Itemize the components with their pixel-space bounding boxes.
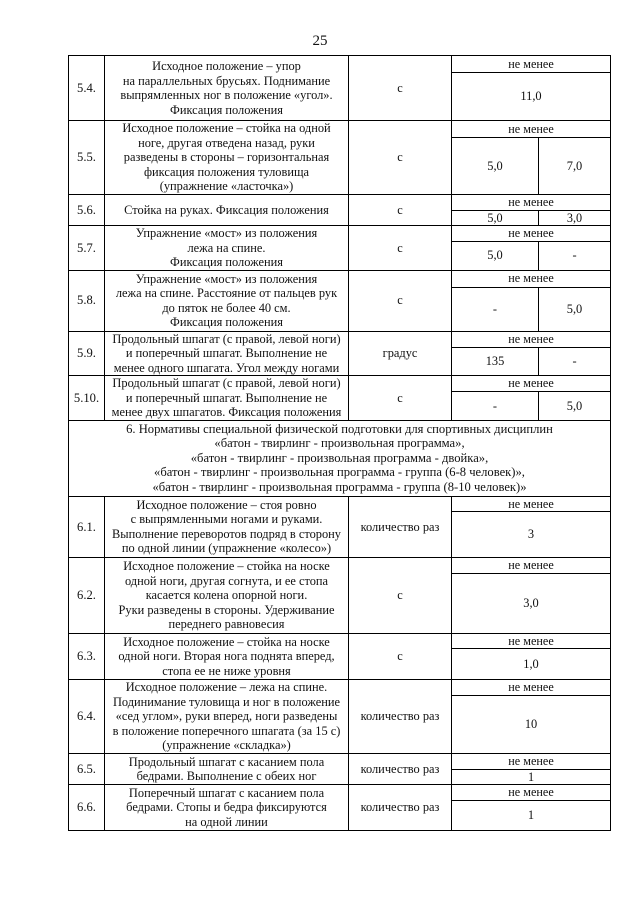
table-row: [69, 226, 611, 242]
row-number: 5.8.: [69, 270, 105, 331]
value-cell: 5,0: [539, 392, 611, 420]
exercise-description: Исходное положение – стойка на носке одной ноги, другая согнута, и ее стопа касается колена опорной ноги. Руки разведены в стороны. Удерживание переднего равновесия: [105, 558, 349, 634]
table-row: [69, 331, 611, 348]
table-row: [69, 270, 611, 287]
minimum-header: не менее: [452, 376, 611, 392]
value-cell: -: [539, 241, 611, 270]
unit-cell: с: [349, 56, 452, 121]
value-cell: 3,0: [452, 573, 611, 633]
table-row: [69, 754, 611, 770]
table-row: [69, 633, 611, 649]
standards-table: [68, 55, 611, 831]
table-row: [69, 376, 611, 392]
minimum-header: не менее: [452, 785, 611, 801]
row-number: 6.3.: [69, 633, 105, 680]
minimum-header: не менее: [452, 331, 611, 348]
exercise-description: Исходное положение – упор на параллельных брусьях. Поднимание выпрямленных ног в положение «угол». Фиксация положения: [105, 56, 349, 121]
unit-cell: градус: [349, 331, 452, 376]
minimum-header: не менее: [452, 226, 611, 242]
row-number: 6.2.: [69, 558, 105, 634]
minimum-header: не менее: [452, 195, 611, 211]
exercise-description: Исходное положение – стоя ровно с выпрямленными ногами и руками. Выполнение переворотов подряд в сторону по одной линии (упражнение «колесо»): [105, 496, 349, 558]
unit-cell: количество раз: [349, 680, 452, 754]
exercise-description: Продольный шпагат (с правой, левой ноги) и поперечный шпагат. Выполнение не менее одного шпагата. Угол между ногами: [105, 331, 349, 376]
row-number: 5.10.: [69, 376, 105, 421]
unit-cell: с: [349, 376, 452, 421]
row-number: 5.7.: [69, 226, 105, 271]
value-cell: 1: [452, 769, 611, 785]
minimum-header: не менее: [452, 558, 611, 574]
row-number: 5.5.: [69, 121, 105, 195]
section-heading-row: [69, 420, 611, 496]
value-cell: 5,0: [452, 210, 539, 226]
exercise-description: Упражнение «мост» из положения лежа на спине. Фиксация положения: [105, 226, 349, 271]
value-cell: 1: [452, 800, 611, 830]
unit-cell: с: [349, 121, 452, 195]
row-number: 5.4.: [69, 56, 105, 121]
value-cell: -: [452, 392, 539, 420]
row-number: 5.6.: [69, 195, 105, 226]
value-cell: 5,0: [452, 241, 539, 270]
page-number: 25: [312, 33, 328, 49]
value-cell: -: [539, 348, 611, 376]
table-row: [69, 558, 611, 574]
exercise-description: Упражнение «мост» из положения лежа на спине. Расстояние от пальцев рук до пяток не более 40 см. Фиксация положения: [105, 270, 349, 331]
value-cell: -: [452, 287, 539, 331]
minimum-header: не менее: [452, 754, 611, 770]
unit-cell: с: [349, 633, 452, 680]
unit-cell: с: [349, 558, 452, 634]
table-row: [69, 785, 611, 801]
value-cell: 10: [452, 696, 611, 754]
unit-cell: количество раз: [349, 785, 452, 831]
minimum-header: не менее: [452, 633, 611, 649]
table-row: [69, 496, 611, 512]
unit-cell: количество раз: [349, 754, 452, 785]
exercise-description: Исходное положение – стойка на носке одной ноги. Вторая нога поднята вперед, стопа ее не ниже уровня: [105, 633, 349, 680]
minimum-header: не менее: [452, 680, 611, 696]
value-cell: 11,0: [452, 73, 611, 121]
minimum-header: не менее: [452, 496, 611, 512]
exercise-description: Исходное положение – лежа на спине. Подинимание туловища и ног в положение «сед углом», руки вперед, ноги разведены в положение поперечного шпагата (за 15 с) (упражнение «складка»): [105, 680, 349, 754]
minimum-header: не менее: [452, 270, 611, 287]
value-cell: 1,0: [452, 649, 611, 680]
row-number: 6.5.: [69, 754, 105, 785]
exercise-description: Поперечный шпагат с касанием пола бедрами. Стопы и бедра фиксируются на одной линии: [105, 785, 349, 831]
exercise-description: Продольный шпагат (с правой, левой ноги) и поперечный шпагат. Выполнение не менее двух шпагатов. Фиксация положения: [105, 376, 349, 421]
value-cell: 5,0: [539, 287, 611, 331]
minimum-header: не менее: [452, 121, 611, 138]
exercise-description: Продольный шпагат с касанием пола бедрами. Выполнение с обеих ног: [105, 754, 349, 785]
row-number: 6.4.: [69, 680, 105, 754]
unit-cell: с: [349, 226, 452, 271]
exercise-description: Стойка на руках. Фиксация положения: [105, 195, 349, 226]
value-cell: 3: [452, 512, 611, 558]
row-number: 5.9.: [69, 331, 105, 376]
value-cell: 135: [452, 348, 539, 376]
section-6-title: 6. Нормативы специальной физической подготовки для спортивных дисциплин «батон - твирлинг - произвольная программа», «батон - твирлинг - произвольная программа - двойка», «батон - твирлинг - произвольная программа - группа (6-8 человек)», «батон - твирлинг - произвольная программа - группа (8-10 человек)»: [69, 420, 611, 496]
table-row: [69, 56, 611, 73]
unit-cell: с: [349, 270, 452, 331]
row-number: 6.1.: [69, 496, 105, 558]
table-row: [69, 121, 611, 138]
minimum-header: не менее: [452, 56, 611, 73]
value-cell: 3,0: [539, 210, 611, 226]
exercise-description: Исходное положение – стойка на одной ноге, другая отведена назад, руки разведены в стороны – горизонтальная фиксация положения туловища (упражнение «ласточка»): [105, 121, 349, 195]
value-cell: 5,0: [452, 138, 539, 195]
unit-cell: с: [349, 195, 452, 226]
table-row: [69, 195, 611, 211]
table-row: [69, 680, 611, 696]
row-number: 6.6.: [69, 785, 105, 831]
unit-cell: количество раз: [349, 496, 452, 558]
value-cell: 7,0: [539, 138, 611, 195]
